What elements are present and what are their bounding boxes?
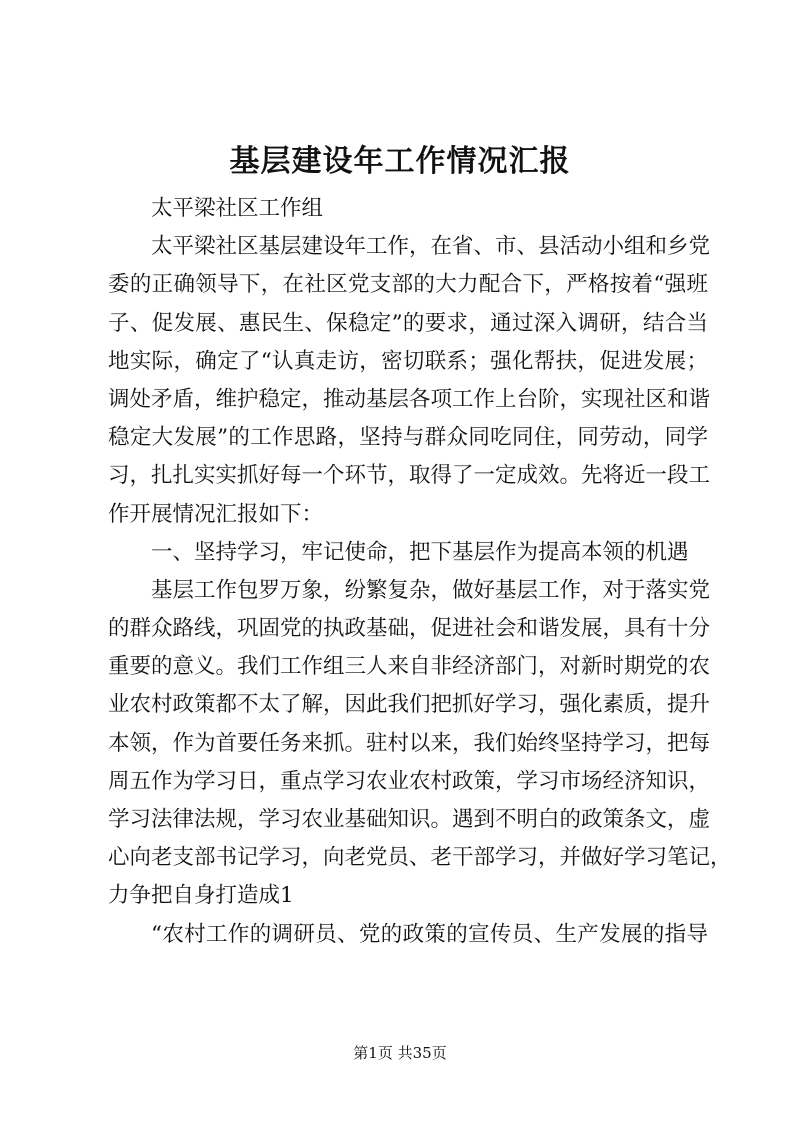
paragraph-line: 地实际，确定了“认真走访，密切联系；强化帮扶，促进发展； [108,348,708,374]
paragraph-line: 太平梁社区基层建设年工作，在省、市、县活动小组和乡党 [151,234,711,260]
document-body [108,190,732,954]
document-title: 基层建设年工作情况汇报 [229,144,571,179]
paragraph-line: 委的正确领导下，在社区党支部的大力配合下，严格按着“强班 [108,272,708,298]
paragraph-line: 周五作为学习日，重点学习农业农村政策，学习市场经济知识， [108,768,711,794]
paragraph-line: 子、促发展、惠民生、保稳定”的要求，通过深入调研，结合当 [108,310,708,336]
paragraph-line: 本领，作为首要任务来抓。驻村以来，我们始终坚持学习，把每 [108,730,711,756]
paragraph-line: 调处矛盾，维护稳定，推动基层各项工作上台阶，实现社区和谐 [108,386,711,412]
paragraph-line: 稳定大发展”的工作思路，坚持与群众同吃同住，同劳动，同学 [108,425,708,451]
paragraph-line: 的群众路线，巩固党的执政基础，促进社会和谐发展，具有十分 [108,616,711,642]
paragraph-line: “农村工作的调研员、党的政策的宣传员、生产发展的指导 [151,921,708,947]
paragraph-line: 习，扎扎实实抓好每一个环节，取得了一定成效。先将近一段工 [108,463,711,489]
section-heading: 一、坚持学习，牢记使命，把下基层作为提高本领的机遇 [151,539,689,565]
paragraph-line: 基层工作包罗万象，纷繁复杂，做好基层工作，对于落实党 [151,577,711,603]
paragraph-line: 心向老支部书记学习，向老党员、老干部学习，并做好学习笔记， [108,845,732,871]
paragraph-line: 作开展情况汇报如下： [108,501,324,527]
paragraph-line: 学习法律法规，学习农业基础知识。遇到不明白的政策条文，虚 [108,807,711,832]
author-line: 太平梁社区工作组 [151,196,324,221]
paragraph-line: 重要的意义。我们工作组三人来自非经济部门，对新时期党的农 [108,654,711,680]
paragraph-line: 力争把自身打造成1 [108,883,294,909]
page-footer: 第1页 共35页 [353,1044,447,1062]
paragraph-line: 业农村政策都不太了解，因此我们把抓好学习，强化素质，提升 [108,692,711,718]
